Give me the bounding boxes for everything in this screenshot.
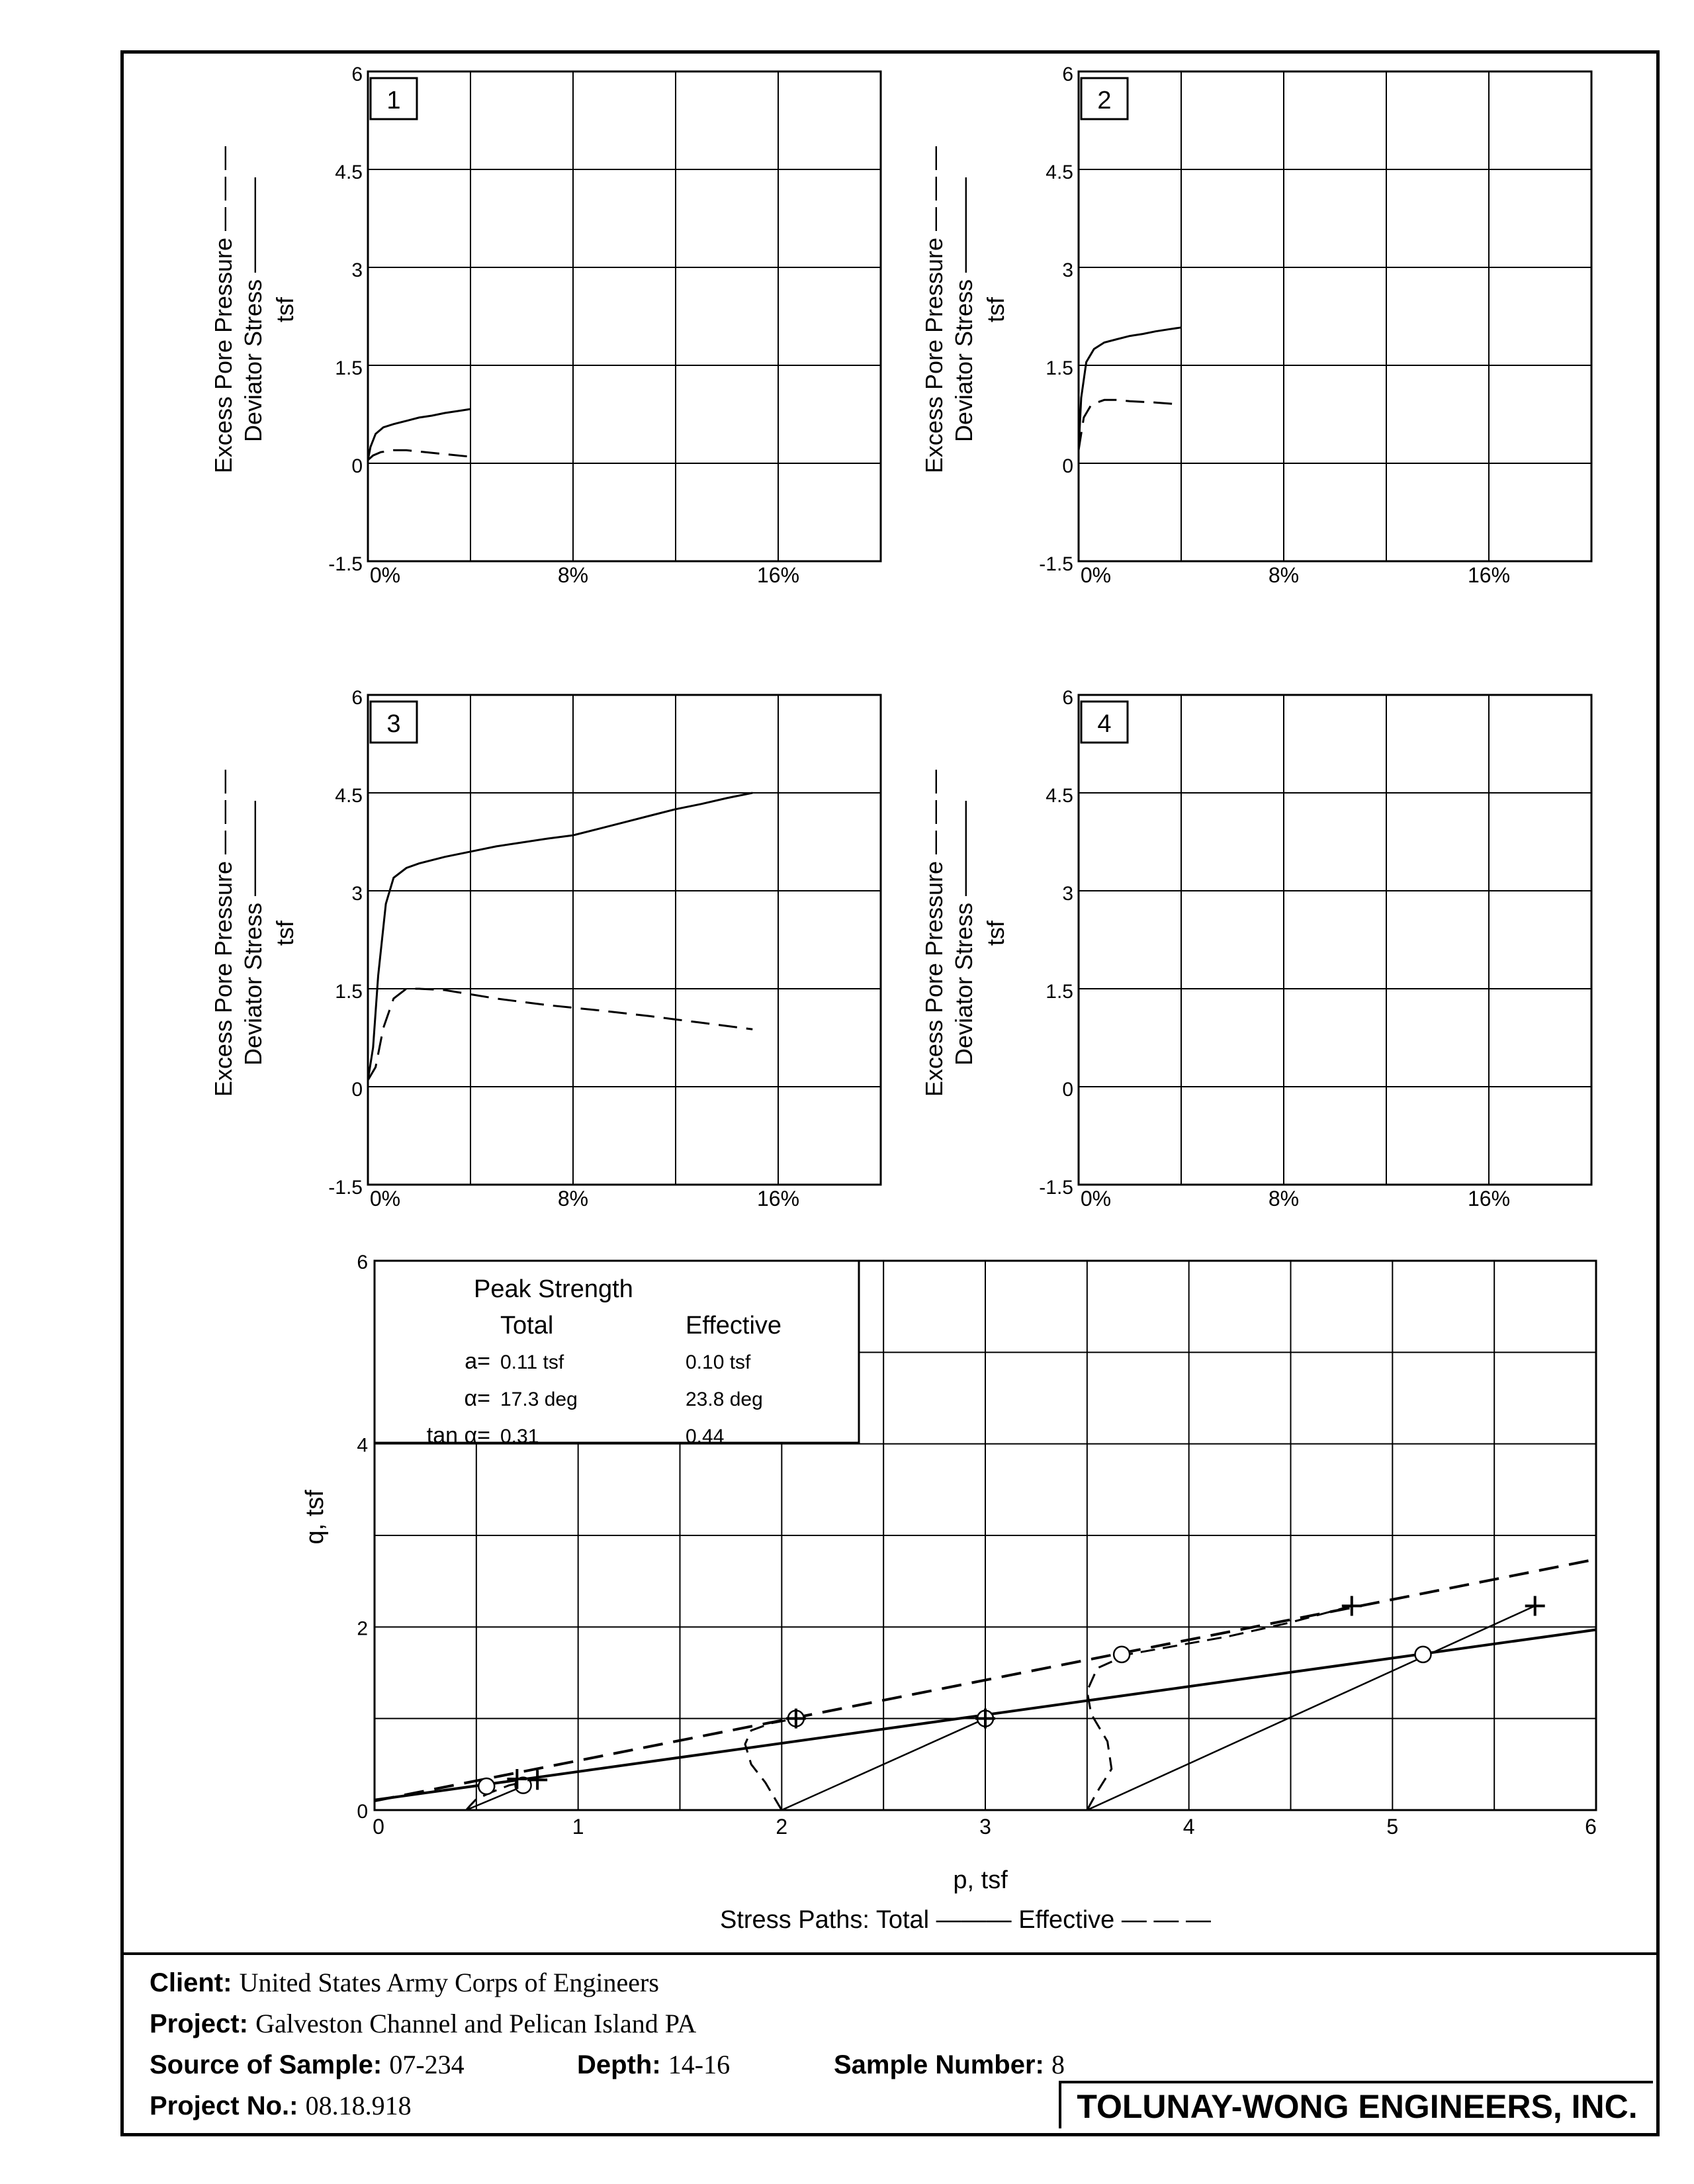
peak-strength-total-header: Total — [500, 1312, 554, 1340]
y-tick-label: 2 — [357, 1617, 368, 1640]
peak-strength-total-value: 0.31 — [500, 1426, 539, 1447]
total-peak-marker — [478, 1778, 494, 1794]
peak-strength-effective-header: Effective — [686, 1312, 782, 1340]
peak-strength-total-value: 0.11 tsf — [500, 1351, 564, 1373]
stress-path-chart — [301, 1251, 1597, 1934]
projno-row — [150, 2090, 412, 2121]
peak-strength-table — [375, 1261, 859, 1448]
y-tick-label: 0 — [351, 1079, 363, 1101]
y-tick-label: 0 — [1062, 455, 1073, 477]
y-tick-label: 3 — [351, 883, 363, 905]
y-axis-title-line: tsf — [982, 920, 1009, 946]
y-axis-title-line: Deviator Stress ———— — [950, 800, 977, 1066]
x-tick-label: 16% — [1467, 1187, 1511, 1210]
x-tick-label: 5 — [1386, 1815, 1399, 1839]
y-axis-title-line: Excess Pore Pressure — — — — [210, 769, 237, 1097]
y-tick-label: 3 — [351, 259, 363, 281]
stress-paths-legend: Stress Paths: Total ——— Effective — — — — [720, 1906, 1211, 1934]
x-tick-label: 8% — [1268, 1187, 1300, 1210]
project-row — [150, 2008, 696, 2039]
panel-number: 2 — [1097, 87, 1112, 114]
x-tick-label: 0% — [1080, 1187, 1112, 1210]
effective-peak-marker — [1525, 1596, 1545, 1616]
y-tick-label: -1.5 — [328, 1177, 363, 1199]
report-footer — [120, 1952, 1660, 2136]
y-tick-label: 0 — [351, 455, 363, 477]
y-tick-label: 4.5 — [1046, 785, 1073, 807]
total-peak-marker — [1114, 1647, 1130, 1662]
plot-frame — [1079, 695, 1591, 1185]
excess-pore-pressure-curve — [368, 989, 752, 1080]
strain-panel-1 — [210, 64, 881, 587]
excess-pore-pressure-curve — [1079, 400, 1181, 450]
effective-peak-marker — [1342, 1596, 1362, 1616]
y-tick-label: 6 — [357, 1251, 368, 1273]
sample-value: 8 — [1051, 2050, 1065, 2079]
y-tick-label: 1.5 — [335, 981, 363, 1003]
peak-strength-effective-value: 0.44 — [686, 1426, 725, 1447]
total-stress-path — [1087, 1606, 1535, 1811]
x-tick-label: 6 — [1585, 1815, 1597, 1839]
sample-row — [834, 2049, 1065, 2080]
y-tick-label: 6 — [1062, 687, 1073, 709]
peak-strength-title: Peak Strength — [474, 1275, 633, 1303]
y-tick-label: -1.5 — [1039, 553, 1073, 575]
y-axis-title-line: tsf — [271, 920, 298, 946]
deviator-stress-curve — [368, 793, 752, 1080]
excess-pore-pressure-curve — [368, 450, 470, 460]
x-tick-label: 16% — [756, 563, 800, 587]
footer-divider — [120, 1952, 1660, 1955]
effective-stress-path — [745, 1719, 796, 1810]
x-tick-label: 8% — [557, 563, 589, 587]
total-peak-marker — [1415, 1647, 1431, 1662]
company-name: TOLUNAY-WONG ENGINEERS, INC. — [1059, 2081, 1653, 2128]
strain-panel-2 — [920, 64, 1591, 587]
client-value: United States Army Corps of Engineers — [239, 1968, 659, 1997]
panel-number: 1 — [386, 87, 401, 114]
y-axis-title: q, tsf — [301, 1490, 329, 1545]
y-tick-label: 3 — [1062, 259, 1073, 281]
y-tick-label: -1.5 — [1039, 1177, 1073, 1199]
y-tick-label: -1.5 — [328, 553, 363, 575]
source-row — [150, 2049, 465, 2080]
deviator-stress-curve — [1079, 328, 1181, 451]
depth-value: 14-16 — [668, 2050, 731, 2079]
projno-label: Project No.: — [150, 2091, 298, 2120]
x-tick-label: 4 — [1182, 1815, 1195, 1839]
source-label: Source of Sample: — [150, 2050, 382, 2079]
plot-frame — [368, 71, 881, 561]
y-axis-title-line: Excess Pore Pressure — — — — [210, 146, 237, 474]
y-tick-label: 1.5 — [1046, 357, 1073, 379]
peak-strength-total-value: 17.3 deg — [500, 1388, 578, 1410]
y-tick-label: 1.5 — [1046, 981, 1073, 1003]
depth-row — [577, 2049, 730, 2080]
peak-strength-effective-value: 0.10 tsf — [686, 1351, 751, 1373]
effective-peak-marker — [786, 1709, 806, 1729]
source-value: 07-234 — [389, 2050, 465, 2079]
x-tick-label: 2 — [776, 1815, 788, 1839]
x-tick-label: 0% — [1080, 563, 1112, 587]
y-axis-title-line: Excess Pore Pressure — — — — [920, 146, 948, 474]
y-axis-title-line: Deviator Stress ———— — [240, 177, 267, 443]
y-axis-title-line: Deviator Stress ———— — [240, 800, 267, 1066]
y-tick-label: 4.5 — [1046, 161, 1073, 183]
x-tick-label: 1 — [572, 1815, 584, 1839]
peak-strength-row-label: tan α= — [426, 1423, 490, 1448]
sample-label: Sample Number: — [834, 2050, 1044, 2079]
panel-number: 3 — [386, 710, 401, 738]
peak-strength-effective-value: 23.8 deg — [686, 1388, 763, 1410]
plot-frame — [1079, 71, 1591, 561]
y-tick-label: 4 — [357, 1434, 368, 1457]
effective-peak-marker — [975, 1709, 995, 1729]
x-tick-label: 8% — [1268, 563, 1300, 587]
x-tick-label: 3 — [979, 1815, 991, 1839]
y-axis-title-line: tsf — [982, 296, 1009, 323]
y-tick-label: 3 — [1062, 883, 1073, 905]
y-tick-label: 6 — [1062, 64, 1073, 85]
y-tick-label: 0 — [357, 1801, 368, 1823]
projno-value: 08.18.918 — [305, 2091, 412, 2120]
strain-panel-4 — [920, 687, 1591, 1210]
y-axis-title-line: Excess Pore Pressure — — — — [920, 769, 948, 1097]
x-tick-label: 16% — [756, 1187, 800, 1210]
peak-strength-row-label: a= — [465, 1349, 490, 1374]
panel-number: 4 — [1097, 710, 1112, 738]
depth-label: Depth: — [577, 2050, 661, 2079]
x-axis-title: p, tsf — [953, 1866, 1008, 1894]
y-axis-title-line: Deviator Stress ———— — [950, 177, 977, 443]
y-tick-label: 6 — [351, 687, 363, 709]
x-tick-label: 0% — [369, 563, 401, 587]
y-tick-label: 6 — [351, 64, 363, 85]
x-tick-label: 0% — [369, 1187, 401, 1210]
y-tick-label: 4.5 — [335, 161, 363, 183]
y-tick-label: 1.5 — [335, 357, 363, 379]
y-axis-title-line: tsf — [271, 296, 298, 323]
client-label: Client: — [150, 1968, 232, 1997]
plot-frame — [368, 695, 881, 1185]
x-tick-label: 16% — [1467, 563, 1511, 587]
y-tick-label: 4.5 — [335, 785, 363, 807]
peak-strength-row-label: α= — [464, 1386, 490, 1411]
y-tick-label: 0 — [1062, 1079, 1073, 1101]
x-tick-label: 8% — [557, 1187, 589, 1210]
client-row — [150, 1967, 659, 1998]
project-value: Galveston Channel and Pelican Island PA — [255, 2009, 697, 2038]
strain-panel-3 — [210, 687, 881, 1210]
project-label: Project: — [150, 2009, 248, 2038]
x-tick-label: 0 — [373, 1815, 384, 1839]
